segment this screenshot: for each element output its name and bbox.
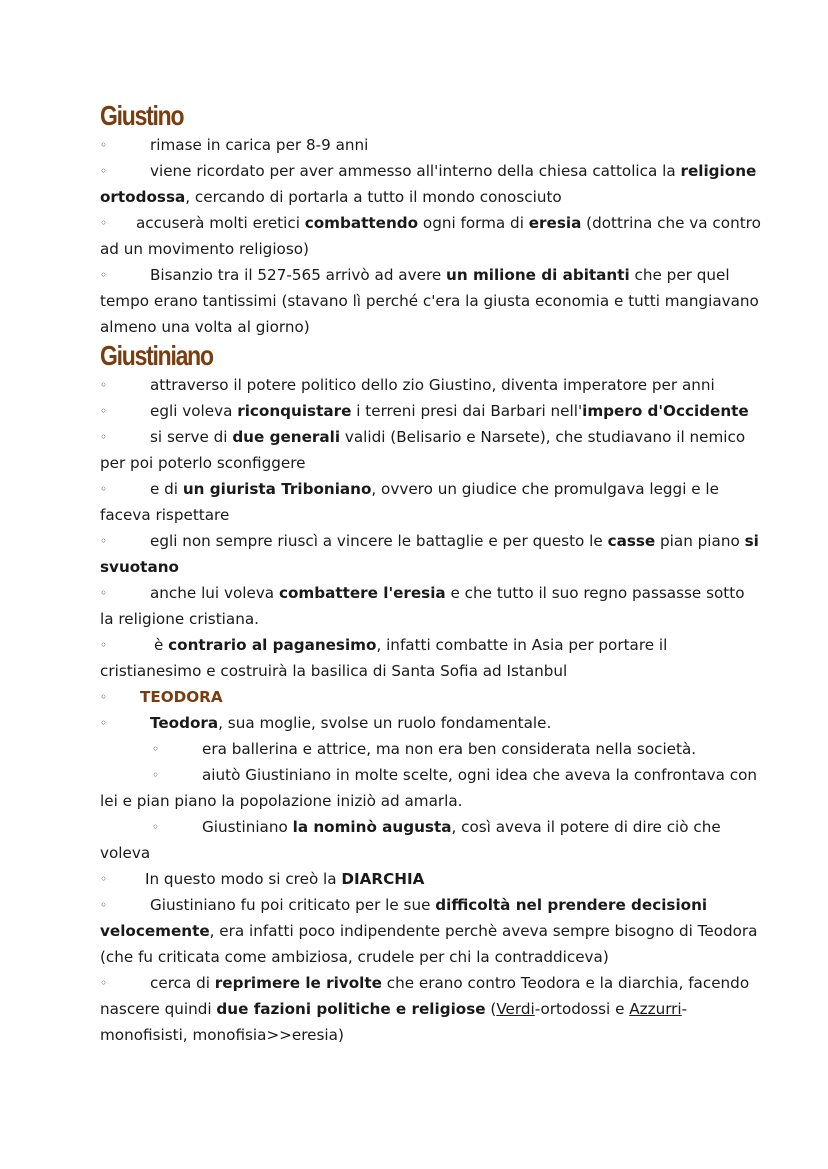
text-run: riconquistare [237, 402, 352, 420]
text-run: validi (Belisario e Narsete), che studiavano il nemico per poi poterlo sconfiggere [100, 428, 746, 472]
bullet-icon: ◦ [152, 820, 160, 834]
bullet-icon: ◦ [100, 138, 108, 152]
text-run: e di [150, 480, 183, 498]
text-run: difficoltà nel prendere decisioni velocemente [100, 896, 708, 940]
text-run: , ovvero un giudice che promulgava leggi e le faceva rispettare [100, 480, 719, 524]
text-run: accuserà molti eretici [136, 214, 305, 232]
bullet-icon: ◦ [100, 586, 108, 600]
text-run: viene ricordato per aver ammesso all'interno della chiesa cattolica la [150, 162, 681, 180]
text-run: un milione di abitanti [446, 266, 630, 284]
bullet-icon: ◦ [100, 430, 108, 444]
text-run: due generali [232, 428, 341, 446]
text-run: Bisanzio tra il 527-565 arrivò ad avere [150, 266, 447, 284]
text-run: ortodossa [100, 188, 186, 206]
text-run: In questo modo si creò la [145, 870, 342, 888]
text-run: che erano contro Teodora e la diarchia, facendo nascere quindi [100, 974, 750, 1018]
text-run: -monofisisti, monofisia>>eresia) [100, 1000, 688, 1044]
text-run: Azzurri [629, 1000, 682, 1018]
text-run: Verdi [496, 1000, 535, 1018]
text-run: eresia [528, 214, 582, 232]
text-run: casse [607, 532, 656, 550]
text-run: , così aveva il potere di dire ciò che voleva [100, 818, 721, 862]
list-item [100, 424, 762, 476]
text-run: religione [680, 162, 757, 180]
list-item [100, 262, 762, 340]
bullet-icon: ◦ [100, 638, 108, 652]
text-run: la nominò augusta [292, 818, 452, 836]
list-item [100, 580, 762, 632]
bullet-icon: ◦ [100, 268, 108, 282]
bullet-icon: ◦ [100, 690, 108, 704]
text-run: un giurista Triboniano [182, 480, 372, 498]
text-run: , sua moglie, svolse un ruolo fondamentale. [218, 714, 552, 732]
list-item [100, 736, 762, 762]
list-item [100, 528, 762, 580]
text-run: Giustiniano [202, 818, 293, 836]
list-item [100, 762, 762, 814]
list-item [100, 710, 762, 736]
list-giustino [100, 132, 762, 340]
text-run: egli voleva [150, 402, 238, 420]
text-run: DIARCHIA [341, 870, 425, 888]
bullet-icon: ◦ [100, 404, 108, 418]
bullet-icon: ◦ [100, 164, 108, 178]
text-run: contrario al paganesimo [168, 636, 377, 654]
list-item [100, 684, 762, 710]
text-run: Teodora [150, 714, 219, 732]
text-run: anche lui voleva [150, 584, 279, 602]
text-run: , era infatti poco indipendente perchè aveva sempre bisogno di Teodora (che fu criticata come ambiziosa, crudele per chi la contraddiceva) [100, 922, 758, 966]
bullet-icon: ◦ [100, 898, 108, 912]
list-item [100, 132, 762, 158]
text-run: TEODORA [140, 688, 223, 706]
text-run: -ortodossi e [534, 1000, 630, 1018]
text-run: e che tutto il suo regno passasse sotto la religione cristiana. [100, 584, 745, 628]
list-item [100, 970, 762, 1048]
text-run: cerca di [150, 974, 215, 992]
text-run: rimase in carica per 8-9 anni [150, 136, 369, 154]
text-run: reprimere le rivolte [214, 974, 382, 992]
bullet-icon: ◦ [100, 716, 108, 730]
bullet-icon: ◦ [100, 534, 108, 548]
text-run: si svuotano [100, 532, 759, 576]
list-item [100, 398, 762, 424]
text-run: due fazioni politiche e religiose [216, 1000, 486, 1018]
text-run: , infatti combatte in Asia per portare il cristianesimo e costruirà la basilica di Santa Sofia ad Istanbul [100, 636, 668, 680]
text-run: ogni forma di [418, 214, 529, 232]
list-giustiniano [100, 372, 762, 1048]
list-item [100, 632, 762, 684]
bullet-icon: ◦ [100, 378, 108, 392]
bullet-icon: ◦ [100, 482, 108, 496]
bullet-icon: ◦ [100, 216, 108, 230]
text-run: si serve di [150, 428, 233, 446]
text-run: Giustiniano fu poi criticato per le sue [150, 896, 436, 914]
text-run: egli non sempre riuscì a vincere le battaglie e per questo le [150, 532, 608, 550]
text-run: , cercando di portarla a tutto il mondo conosciuto [185, 188, 562, 206]
text-run: attraverso il potere politico dello zio Giustino, diventa imperatore per anni [150, 376, 715, 394]
list-item [100, 814, 762, 866]
text-run: impero d'Occidente [582, 402, 749, 420]
bullet-icon: ◦ [100, 872, 108, 886]
list-item [100, 892, 762, 970]
text-run: combattere l'eresia [278, 584, 446, 602]
document-page [100, 100, 762, 1048]
text-run: i terreni presi dai Barbari nell' [351, 402, 583, 420]
text-run: è [154, 636, 169, 654]
list-item [100, 158, 762, 210]
text-run: (dottrina che va contro ad un movimento religioso) [100, 214, 761, 258]
list-item [100, 372, 762, 398]
text-run: pian piano [655, 532, 745, 550]
text-run: era ballerina e attrice, ma non era ben considerata nella società. [202, 740, 697, 758]
list-item [100, 210, 762, 262]
list-item [100, 866, 762, 892]
list-item [100, 476, 762, 528]
heading-giustiniano: Giustiniano [100, 340, 213, 371]
heading-giustino: Giustino [100, 100, 184, 131]
text-run: che per quel tempo erano tantissimi (stavano lì perché c'era la giusta economia e tutti mangiavano almeno una volta al giorno) [100, 266, 759, 336]
text-run: aiutò Giustiniano in molte scelte, ogni idea che aveva la confrontava con lei e pian piano la popolazione iniziò ad amarla. [100, 766, 758, 810]
text-run: ( [485, 1000, 497, 1018]
bullet-icon: ◦ [100, 976, 108, 990]
text-run: combattendo [304, 214, 419, 232]
bullet-icon: ◦ [152, 768, 160, 782]
bullet-icon: ◦ [152, 742, 160, 756]
